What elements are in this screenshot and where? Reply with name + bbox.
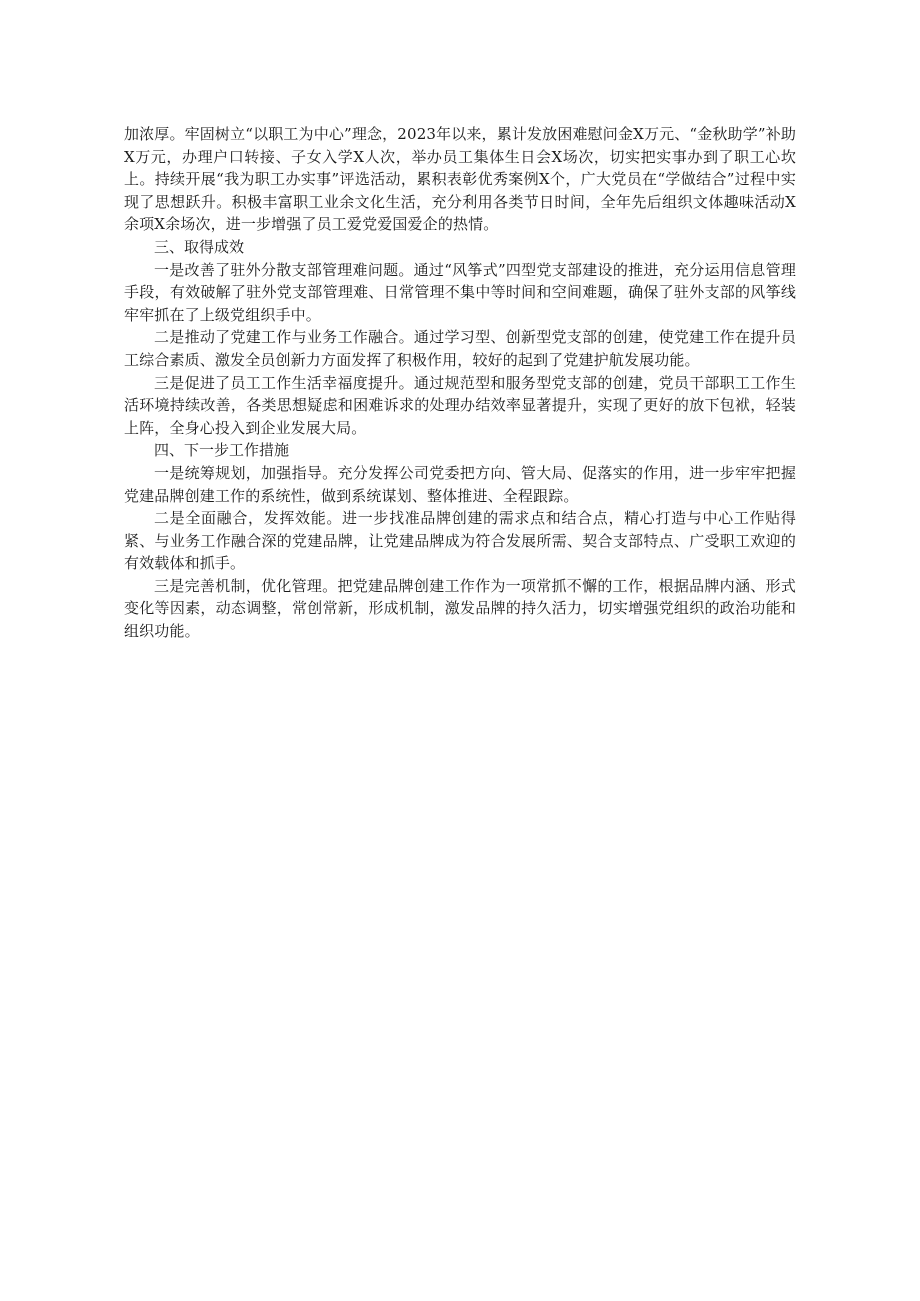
paragraph-measure-1: 一是统筹规划，加强指导。充分发挥公司党委把方向、管大局、促落实的作用，进一步牢牢把握党建品牌创建工作的系统性，做到系统谋划、整体推进、全程跟踪。: [124, 463, 796, 505]
paragraph-continued: 加浓厚。牢固树立“以职工为中心”理念，2023年以来，累计发放困难慰问金X万元、“金秋助学”补助X万元，办理户口转接、子女入学X人次，举办员工集体生日会X场次，切实把实事办到了职工心坎上。持续开展“我为职工办实事”评选活动，累积表彰优秀案例X个，广大党员在“学做结合”过程中实现了思想跃升。积极丰富职工业余文化生活，充分利用各类节日时间，全年先后组织文体趣味活动X余项X余场次，进一步增强了员工爱党爱国爱企的热情。: [124, 125, 796, 234]
paragraph-result-1: 一是改善了驻外分散支部管理难问题。通过“风筝式”四型党支部建设的推进，充分运用信息管理手段，有效破解了驻外党支部管理难、日常管理不集中等时间和空间难题，确保了驻外支部的风筝线牢牢抓在了上级党组织手中。: [124, 260, 796, 324]
paragraph-measure-3: 三是完善机制，优化管理。把党建品牌创建工作作为一项常抓不懈的工作，根据品牌内涵、形式变化等因素，动态调整，常创常新，形成机制，激发品牌的持久活力，切实增强党组织的政治功能和组织功能。: [124, 576, 796, 641]
section-heading-next-steps: 四、下一步工作措施: [154, 441, 290, 460]
document-page: [124, 123, 796, 643]
section-heading-results: 三、取得成效: [154, 237, 245, 256]
paragraph-result-3: 三是促进了员工工作生活幸福度提升。通过规范型和服务型党支部的创建，党员干部职工工作生活环境持续改善，各类思想疑虑和困难诉求的处理办结效率显著提升，实现了更好的放下包袱，轻装上阵，全身心投入到企业发展大局。: [124, 373, 796, 437]
paragraph-result-2: 二是推动了党建工作与业务工作融合。通过学习型、创新型党支部的创建，使党建工作在提升员工综合素质、激发全员创新力方面发挥了积极作用，较好的起到了党建护航发展功能。: [124, 328, 796, 369]
paragraph-measure-2: 二是全面融合，发挥效能。进一步找准品牌创建的需求点和结合点，精心打造与中心工作贴得紧、与业务工作融合深的党建品牌，让党建品牌成为符合发展所需、契合支部特点、广受职工欢迎的有效载体和抓手。: [124, 509, 796, 573]
